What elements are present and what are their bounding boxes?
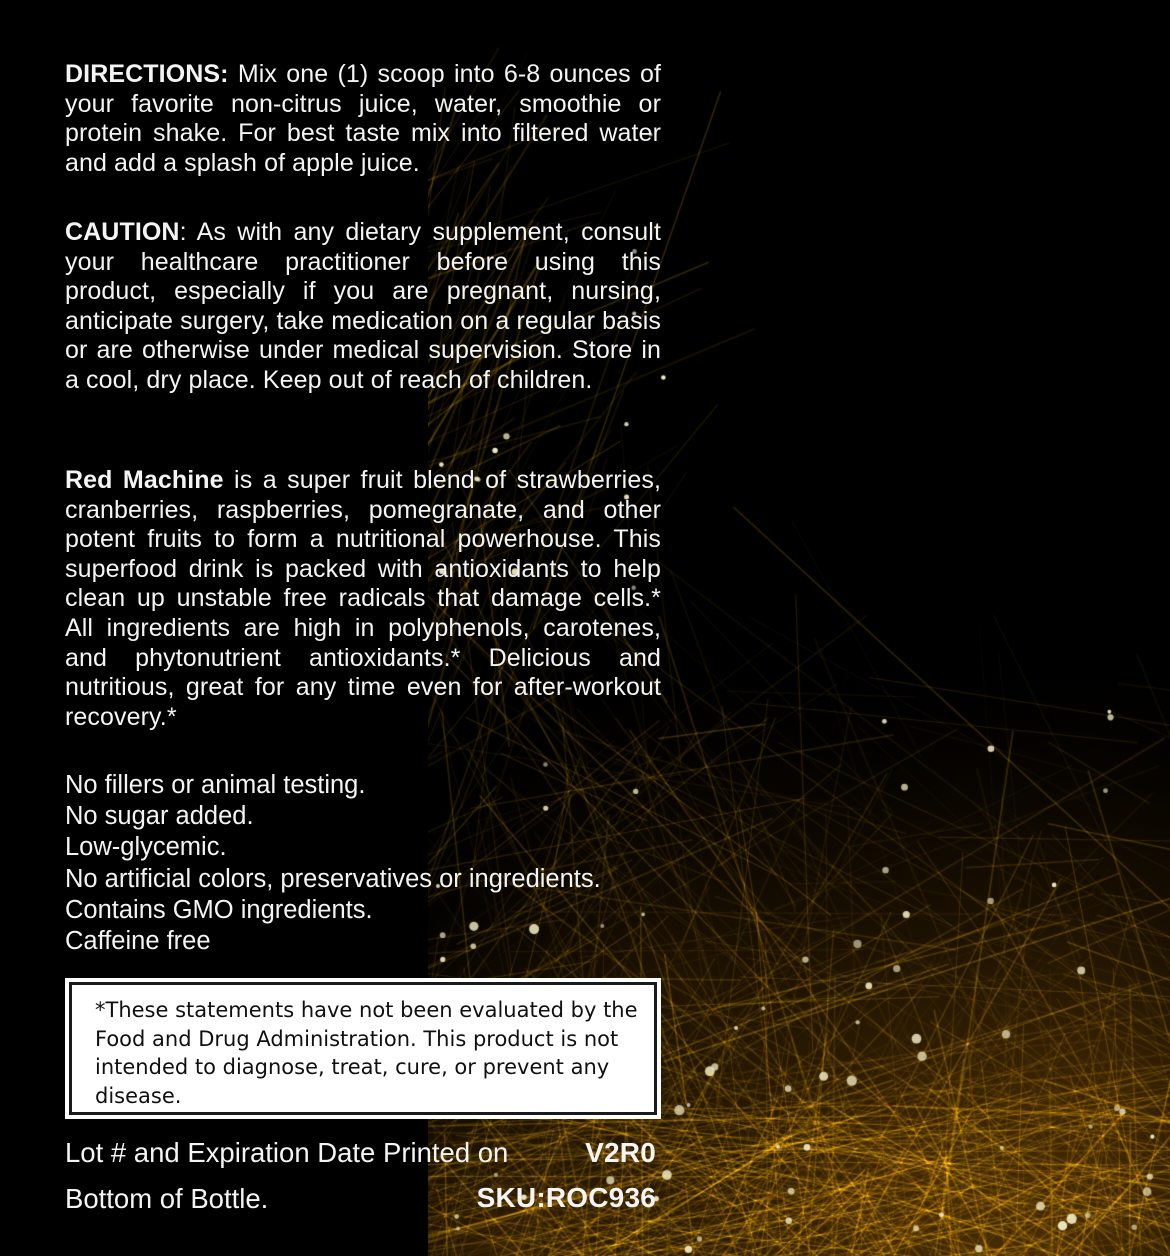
directions-paragraph xyxy=(65,60,661,178)
claim-caffeine-free: Caffeine free xyxy=(65,927,211,956)
lot-note-line-1: Lot # and Expiration Date Printed on xyxy=(65,1137,509,1168)
product-description-paragraph xyxy=(65,466,661,732)
claim-no-sugar: No sugar added. xyxy=(65,802,254,831)
claim-no-artificial: No artificial colors, preservatives or ingredients. xyxy=(65,864,601,893)
product-description-body: is a super fruit blend of strawberries, cranberries, raspberries, pomegranate, and other potent fruits to form a nutritional powerhouse. This superfood drink is packed with antioxidants to help clean up unstable free radicals that damage cells.* All ingredients are high in polyphenols, carotenes, and phytonutrient antioxidants.* Delicious and nutritious, great for any time even for after-workout recovery.* xyxy=(65,466,661,731)
claim-no-fillers: No fillers or animal testing. xyxy=(65,771,366,799)
directions-heading: DIRECTIONS: xyxy=(65,60,229,88)
caution-heading: CAUTION xyxy=(65,218,180,246)
product-name: Red Machine xyxy=(65,466,224,494)
product-codes xyxy=(430,1130,656,1220)
caution-body: : As with any dietary supplement, consult your healthcare practitioner before using this product, especially if you are pregnant, nursing, anticipate surgery, take medication on a regular basis or are otherwise under medical supervision. Store in a cool, dry place. Keep out of reach of children. xyxy=(65,218,661,394)
sku-code: SKU:ROC936 xyxy=(476,1182,656,1213)
claim-low-glycemic: Low-glycemic. xyxy=(65,833,227,862)
fda-disclaimer-box xyxy=(69,982,657,1115)
version-code: V2R0 xyxy=(585,1137,656,1168)
fda-disclaimer-text: *These statements have not been evaluated by the Food and Drug Administration. This product is not intended to diagnose, treat, cure, or prevent any disease. xyxy=(95,998,638,1108)
claim-gmo: Contains GMO ingredients. xyxy=(65,895,373,924)
lot-note-line-2: Bottom of Bottle. xyxy=(65,1183,269,1214)
caution-paragraph xyxy=(65,218,661,396)
directions-body: Mix one (1) scoop into 6-8 ounces of your favorite non-citrus juice, water, smoothie or protein shake. For best taste mix into filtered water and add a splash of apple juice. xyxy=(65,60,661,177)
claims-list xyxy=(65,770,710,957)
